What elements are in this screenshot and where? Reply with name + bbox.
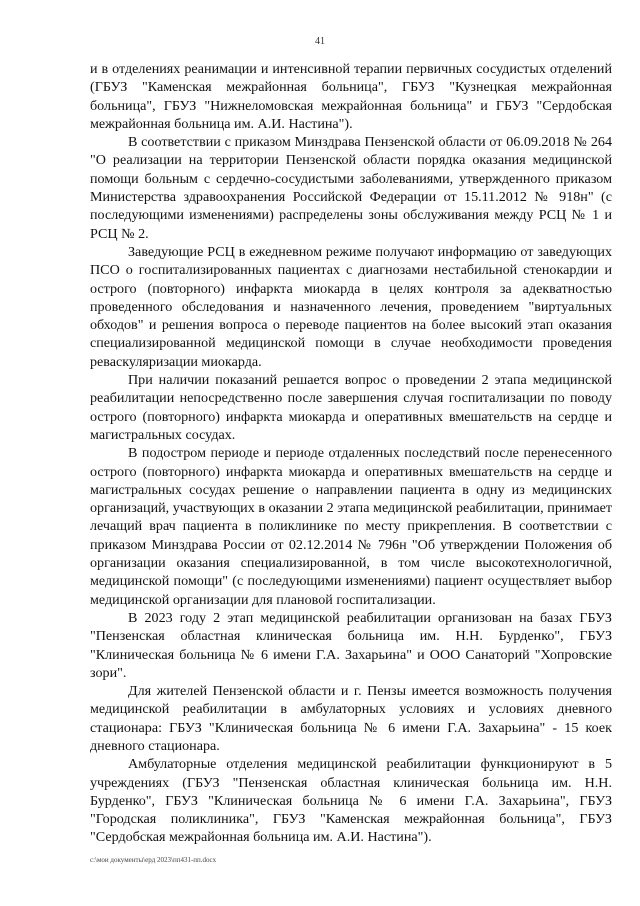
paragraph-3: Заведующие РСЦ в ежедневном режиме получают информацию от заведующих ПСО о госпитализированных пациентах с диагнозами нестабильной стенокардии и острого (повторного) инфаркта миокарда в целях контроля за адекватностью проведенного обследования и назначенного лечения, проведением "виртуальных обходов" и решения вопроса о переводе пациентов на более высокий этап оказания специализированной медицинской помощи в случае необходимости проведения реваскуляризации миокарда. [90, 243, 612, 370]
document-body [90, 60, 612, 847]
footer-file-path: c:\мои документы\ерд 2023\пп431-пп.docx [90, 856, 217, 864]
paragraph-1: и в отделениях реанимации и интенсивной терапии первичных сосудистых отделений (ГБУЗ "Каменская межрайонная больница", ГБУЗ "Кузнецкая межрайонная больница", ГБУЗ "Нижнеломовская межрайонная больница" и ГБУЗ "Сердобская межрайонная больница им. А.И. Настина"). [90, 61, 612, 132]
paragraph-4: При наличии показаний решается вопрос о проведении 2 этапа медицинской реабилитации непосредственно после завершения случая госпитализации по поводу острого (повторного) инфаркта миокарда и оперативных вмешательств на сердце и магистральных сосудах. [90, 372, 612, 443]
paragraph-7: Для жителей Пензенской области и г. Пензы имеется возможность получения медицинской реабилитации в амбулаторных условиях и условиях дневного стационара: ГБУЗ "Клиническая больница № 6 имени Г.А. Захарьина" - 15 коек дневного стационара. [90, 683, 612, 754]
paragraph-5: В подостром периоде и периоде отдаленных последствий после перенесенного острого (повторного) инфаркта миокарда и оперативных вмешательств на сердце и магистральных сосудах решение о направлении пациента в одну из медицинских организаций, участвующих в оказании 2 этапа медицинской реабилитации, принимает лечащий врач пациента в поликлинике по месту прикрепления. В соответствии с приказом Минздрава России от 02.12.2014 № 796н "Об утверждении Положения об организации оказания специализированной, в том числе высокотехнологичной, медицинской помощи" (с последующими изменениями) пациент осуществляет выбор медицинской организации для плановой госпитализации. [90, 445, 612, 608]
page-number: 41 [315, 36, 325, 47]
paragraph-2: В соответствии с приказом Минздрава Пензенской области от 06.09.2018 № 264 "О реализации на территории Пензенской области порядка оказания медицинской помощи больным с сердечно-сосудистыми заболеваниями, утвержденного приказом Министерства здравоохранения Российской Федерации от 15.11.2012 № 918н" (с последующими изменениями) распределены зоны обслуживания между РСЦ № 1 и РСЦ № 2. [90, 134, 612, 242]
paragraph-8: Амбулаторные отделения медицинской реабилитации функционируют в 5 учреждениях (ГБУЗ "Пензенская областная клиническая больница им. Н.Н. Бурденко", ГБУЗ "Клиническая больница № 6 имени Г.А. Захарьина", ГБУЗ "Городская поликлиника", ГБУЗ "Каменская межрайонная больница", ГБУЗ "Сердобская межрайонная больница им. А.И. Настина"). [90, 756, 612, 846]
paragraph-6: В 2023 году 2 этап медицинской реабилитации организован на базах ГБУЗ "Пензенская областная клиническая больница им. Н.Н. Бурденко", ГБУЗ "Клиническая больница № 6 имени Г.А. Захарьина" и ООО Санаторий "Хопровские зори". [90, 609, 612, 681]
